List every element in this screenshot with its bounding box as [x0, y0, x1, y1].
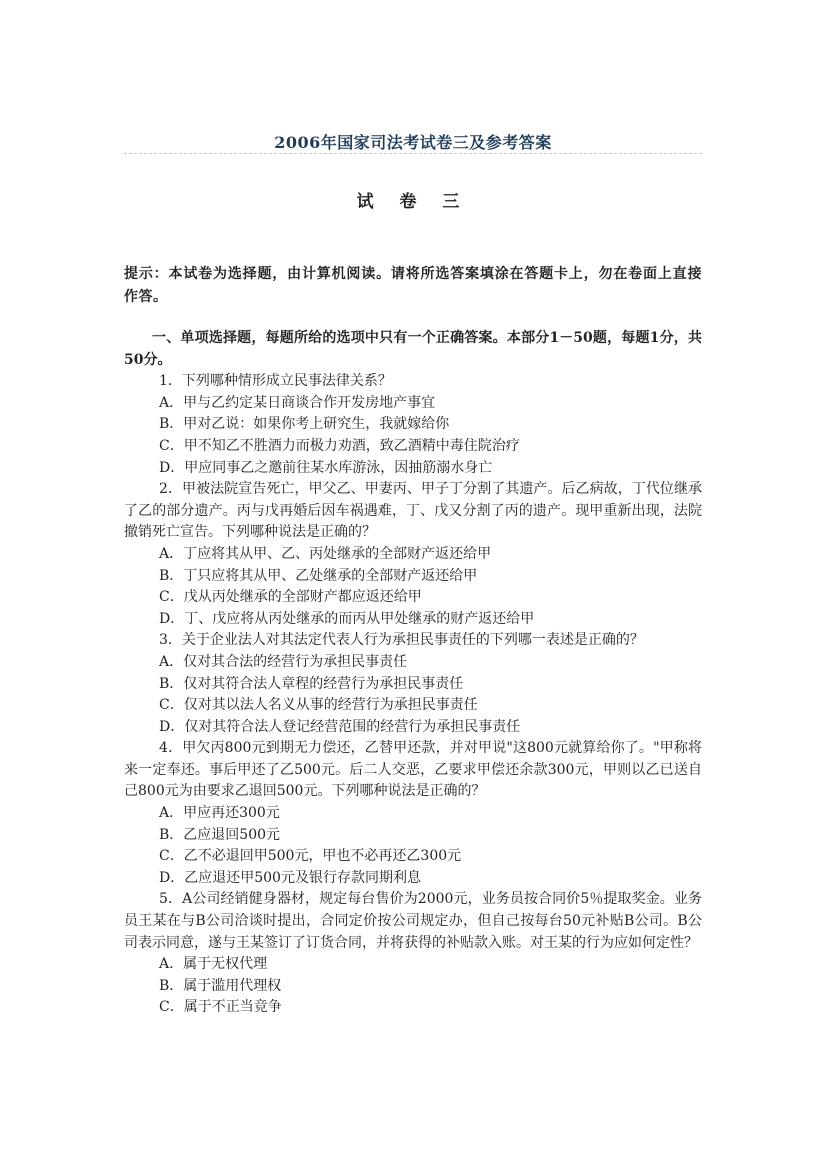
question-1: [124, 371, 702, 479]
question-option: B．属于滥用代理权: [159, 977, 282, 994]
question-option: C．戊从丙处继承的全部财产都应返还给甲: [159, 589, 422, 606]
question-option: B．丁只应将其从甲、乙处继承的全部财产返还给甲: [159, 567, 478, 584]
question-option: D．甲应同事乙之邀前往某水库游泳，因抽筋溺水身亡: [159, 459, 493, 476]
question-4: [124, 738, 702, 889]
exam-subtitle: 试 卷 三: [356, 192, 470, 212]
exam-content: [124, 328, 702, 1019]
question-option: A．甲应再还300元: [159, 805, 280, 822]
question-option: A．甲与乙约定某日商谈合作开发房地产事宜: [159, 394, 436, 411]
question-option: D．乙应退还甲500元及银行存款同期利息: [159, 869, 421, 886]
question-option: D．仅对其符合法人登记经营范围的经营行为承担民事责任: [159, 718, 521, 735]
title-divider: [124, 153, 702, 154]
question-2: [124, 479, 702, 630]
question-option: C．属于不正当竞争: [159, 999, 282, 1016]
exam-notice: 提示：本试卷为选择题，由计算机阅读。请将所选答案填涂在答题卡上，勿在卷面上直接作答。: [124, 266, 702, 305]
section-heading: 一、单项选择题，每题所给的选项中只有一个正确答案。本部分1－50题，每题1分，共50分。: [124, 330, 702, 368]
question-option: A．属于无权代理: [159, 956, 268, 973]
document-title: 2006年国家司法考试卷三及参考答案: [274, 133, 552, 152]
question-option: A．仅对其合法的经营行为承担民事责任: [159, 653, 408, 670]
question-option: C．仅对其以法人名义从事的经营行为承担民事责任: [159, 697, 478, 714]
question-stem: 3．关于企业法人对其法定代表人行为承担民事责任的下列哪一表述是正确的？: [159, 632, 644, 649]
question-stem: 5．A公司经销健身器材，规定每台售价为2000元，业务员按合同价5％提取奖金。业务员王某在与B公司洽谈时提出，合同定价按公司规定办，但自己按每台50元补贴B公司。B公司表示同意，遂与王某签订了订货合同，并将获得的补贴款入账。对王某的行为应如何定性？: [124, 891, 702, 951]
question-option: C．乙不必退回甲500元，甲也不必再还乙300元: [159, 848, 462, 865]
question-stem: 1．下列哪种情形成立民事法律关系？: [159, 373, 392, 390]
question-option: B．甲对乙说：如果你考上研究生，我就嫁给你: [159, 416, 450, 433]
question-option: B．乙应退回500元: [159, 826, 281, 843]
question-option: D．丁、戊应将从丙处继承的而丙从甲处继承的财产返还给甲: [159, 610, 535, 627]
question-stem: 2．甲被法院宣告死亡，甲父乙、甲妻丙、甲子丁分割了其遗产。后乙病故，丁代位继承了乙的部分遗产。丙与戊再婚后因车祸遇难，丁、戊又分割了丙的遗产。现甲重新出现，法院撤销死亡宣告。下列哪种说法是正确的？: [124, 481, 702, 541]
question-stem: 4．甲欠丙800元到期无力偿还，乙替甲还款，并对甲说"这800元就算给你了。"甲称将来一定奉还。事后甲还了乙500元。后二人交恶，乙要求甲偿还余款300元，甲则以乙已送自己800元为由要求乙退回500元。下列哪种说法是正确的？: [124, 740, 702, 800]
question-option: C．甲不知乙不胜酒力而极力劝酒，致乙酒精中毒住院治疗: [159, 437, 520, 454]
question-option: B．仅对其符合法人章程的经营行为承担民事责任: [159, 675, 464, 692]
question-5: [124, 889, 702, 1019]
question-3: [124, 630, 702, 738]
question-option: A．丁应将其从甲、乙、丙处继承的全部财产返还给甲: [159, 545, 492, 562]
